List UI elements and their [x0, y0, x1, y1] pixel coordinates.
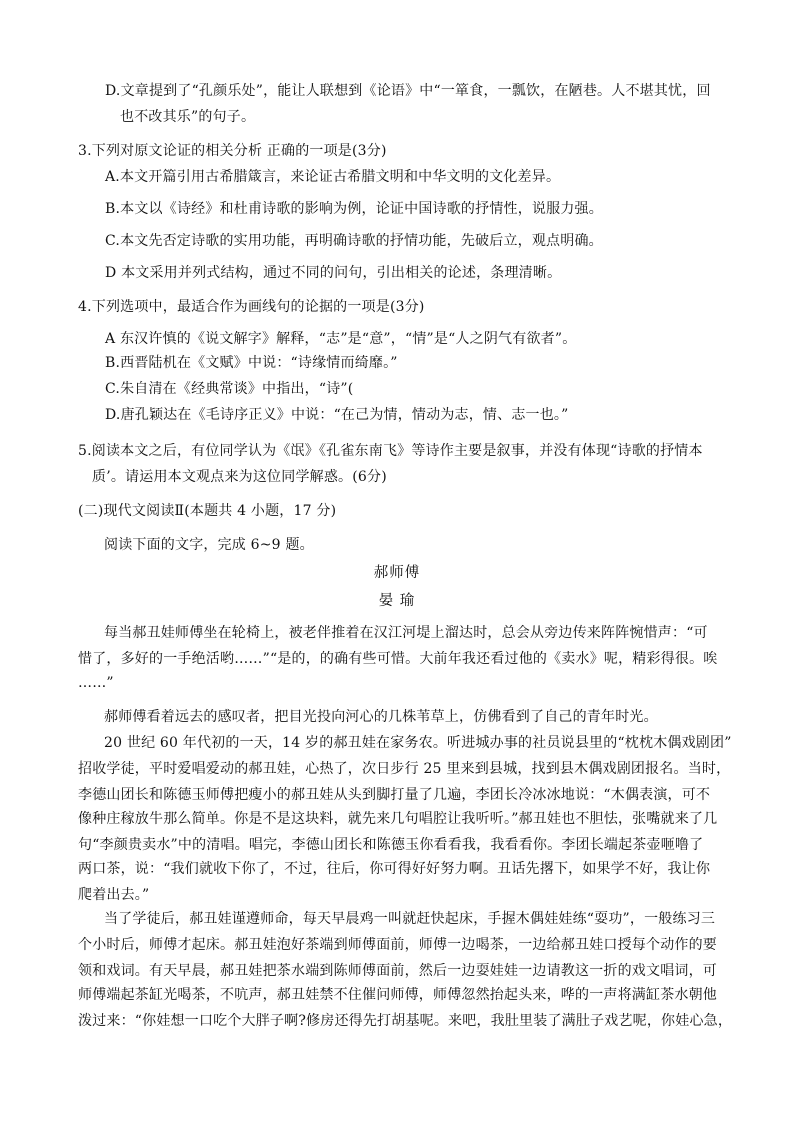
story-p3-line6: 两口茶，说：“我们就收下你了，不过，往后，你可得好好努力啊。丑话先撂下，如果学不好，我让你	[78, 861, 711, 877]
story-p3-line5: 句“李颜贵卖水”中的清唱。唱完，李德山团长和陈德玉你看看我，我看看你。李团长端起茶壶咂噜了	[78, 837, 704, 853]
story-p4-line3: 领和戏词。有天早晨，郝丑娃把茶水端到陈师傅面前，然后一边耍娃娃一边请教这一折的戏文唱词，可	[78, 963, 717, 979]
q4-option-c: C.朱自清在《经典常谈》中指出，“诗”(	[105, 381, 354, 397]
q3-stem: 3.下列对原文论证的相关分析 正确的一项是(3分)	[78, 143, 387, 159]
story-p4-line1: 当了学徒后，郝丑娃谨遵师命，每天早晨鸡一叫就赶快起床，手握木偶娃娃练“耍功”，一般练习三	[104, 911, 716, 927]
story-p3-line3: 李德山团长和陈德玉师傅把瘦小的郝丑娃从头到脚打量了几遍，李团长冷冰冰地说：“木偶表演，可不	[78, 787, 711, 803]
q3-option-a: A.本文开篇引用古希腊箴言，来论证古希腊文明和中华文明的文化差异。	[105, 169, 561, 185]
story-p3-line7: 爬着出去。”	[78, 887, 150, 903]
q4-option-a: A 东汉许慎的《说文解字》解释，“志”是“意”，“情”是“人之阴气有欲者”。	[105, 331, 577, 347]
q4-stem: 4.下列选项中，最适合作为画线句的论据的一项是(3分)	[78, 299, 425, 315]
story-author: 晏 瑜	[378, 593, 416, 609]
story-p1-line1: 每当郝丑娃师傅坐在轮椅上，被老伴推着在汉江河堤上溜达时，总会从旁边传来阵阵惋惜声：“可	[104, 625, 708, 641]
q5-line1: 5.阅读本文之后，有位同学认为《氓》《孔雀东南飞》等诗作主要是叙事，并没有体现“诗歌的抒情本	[78, 443, 703, 459]
q2-option-d-line1: D.文章提到了“孔颜乐处”，能让人联想到《论语》中“一箪食，一瓢饮，在陋巷。人不堪其忧，回	[105, 83, 711, 99]
q2-option-d-line2: 也不改其乐”的句子。	[120, 109, 256, 125]
story-p4-line4: 师傅端起茶缸光喝茶，不吭声，郝丑娃禁不住催问师傅，师傅忽然抬起头来，哗的一声将满缸茶水朝他	[78, 987, 717, 1003]
q4-option-b: B.西晋陆机在《文赋》中说：“诗缘情而绮靡。”	[105, 355, 398, 371]
q3-option-b: B.本文以《诗经》和杜甫诗歌的影响为例，论证中国诗歌的抒情性，说服力强。	[105, 201, 603, 217]
section-heading: (二)现代文阅读Ⅱ(本题共 4 小题，17 分)	[78, 503, 337, 519]
story-p3-line2: 招收学徒，平时爱唱爱动的郝丑娃，心热了，次日步行 25 里来到县城，找到县木偶戏剧团报名。当时，	[78, 761, 731, 777]
q5-line2: 质’。请运用本文观点来为这位同学解惑。(6分)	[92, 469, 387, 485]
section-instruction: 阅读下面的文字，完成 6~9 题。	[104, 537, 314, 553]
q3-option-c: C.本文先否定诗歌的实用功能，再明确诗歌的抒情功能，先破后立，观点明确。	[105, 233, 603, 249]
story-p4-line2: 个小时后，师傅才起床。郝丑娃泡好茶端到师傅面前，师傅一边喝茶，一边给郝丑娃口授每个动作的要	[78, 937, 717, 953]
q4-option-d: D.唐孔颖达在《毛诗序正义》中说：“在己为情，情动为志，情、志一也。”	[105, 407, 569, 423]
story-p1-line2: 惜了，多好的一手绝活哟……”“是的，的确有些可惜。大前年我还看过他的《卖水》呢，精彩得很。唉	[78, 651, 718, 667]
q3-option-d: D 本文采用并列式结构，通过不同的问句，引出相关的论述，条理清晰。	[105, 265, 562, 281]
story-title: 郝师傅	[373, 565, 421, 581]
story-p1-line3: ……”	[78, 675, 114, 691]
story-p2-line1: 郝师傅看着远去的感叹者，把目光投向河心的几株苇草上，仿佛看到了自己的青年时光。	[104, 709, 658, 725]
story-p3-line4: 像种庄稼放牛那么简单。你是不是这块料，就先来几句唱腔让我听听。”郝丑娃也不胆怯，张嘴就来了几	[78, 811, 718, 827]
story-p4-line5: 泼过来：“你娃想一口吃个大胖子啊?修房还得先打胡基呢。来吧，我肚里装了满肚子戏艺呢，你娃心急，	[78, 1013, 733, 1029]
story-p3-line1: 20 世纪 60 年代初的一天，14 岁的郝丑娃在家务农。听进城办事的社员说县里的“枕枕木偶戏剧团”	[104, 735, 732, 751]
